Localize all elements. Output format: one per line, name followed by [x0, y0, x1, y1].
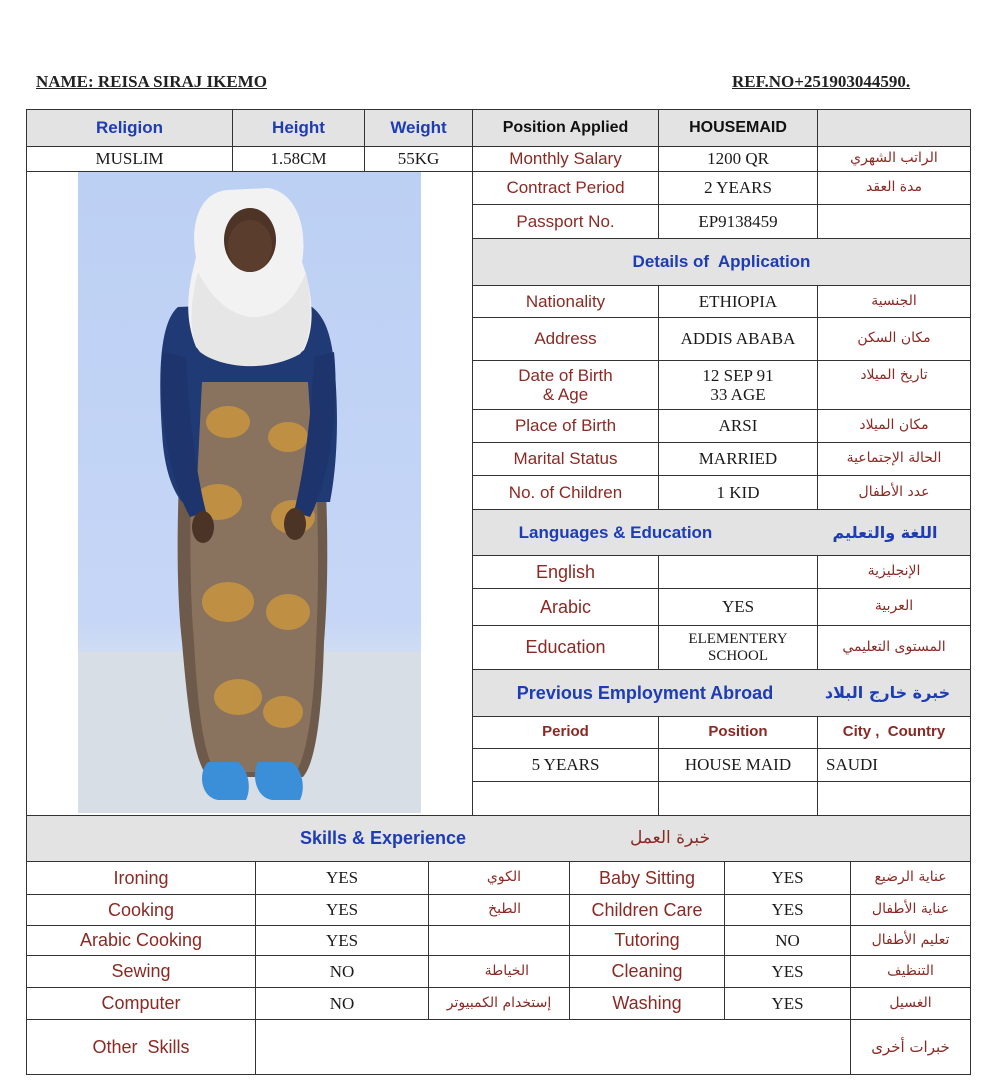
skill-babysitting-value: YES — [771, 868, 804, 888]
children-arabic: عدد الأطفال — [858, 483, 930, 500]
skill-computer-value: NO — [329, 993, 355, 1013]
place-of-birth-value: ARSI — [718, 416, 758, 436]
arabic-value: YES — [721, 597, 755, 617]
applicant-name: NAME: REISA SIRAJ IKEMO — [36, 72, 267, 91]
children-value: 1 KID — [716, 482, 760, 502]
address-label: Address — [534, 329, 597, 349]
skill-tutoring-value: NO — [775, 930, 800, 950]
education-value: ELEMENTERY SCHOOL — [688, 630, 788, 664]
applicant-photo — [78, 172, 421, 813]
nationality-label: Nationality — [525, 291, 606, 311]
skill-cleaning-label: Cleaning — [611, 961, 683, 982]
monthly-salary-label: Monthly Salary — [509, 149, 622, 169]
weight-value: 55KG — [397, 149, 440, 169]
height-value: 1.58CM — [270, 149, 327, 169]
passport-label: Passport No. — [516, 211, 615, 231]
passport-arabic — [818, 205, 970, 238]
details-title: Details of Application — [632, 252, 811, 272]
skill-computer-arabic: إستخدام الكمبيوتر — [446, 994, 552, 1011]
position-applied-header: Position Applied — [502, 119, 629, 137]
education-label: Education — [525, 637, 606, 658]
skill-childrencare-arabic: عناية الأطفال — [871, 901, 950, 918]
place-of-birth-label: Place of Birth — [514, 416, 617, 436]
nationality-arabic: الجنسية — [871, 292, 917, 309]
contract-period-label: Contract Period — [506, 178, 625, 198]
skill-tutoring-arabic: تعليم الأطفال — [871, 931, 950, 948]
children-label: No. of Children — [508, 482, 623, 502]
contract-period-arabic: مدة العقد — [866, 179, 922, 196]
city-country-header: City , Country — [842, 723, 946, 741]
address-arabic: مكان السكن — [857, 330, 931, 347]
skill-washing-value: YES — [771, 993, 804, 1013]
skills-title: Skills & Experience — [299, 828, 467, 849]
dob-age-value: 12 SEP 91 33 AGE — [702, 365, 774, 404]
prev-country-value: SAUDI — [826, 755, 878, 775]
english-arabic: الإنجليزية — [867, 563, 921, 580]
religion-value: MUSLIM — [95, 149, 164, 169]
monthly-salary-arabic: الراتب الشهري — [850, 150, 938, 167]
skill-sewing-label: Sewing — [111, 961, 171, 982]
languages-title: Languages & Education — [518, 522, 713, 542]
height-header: Height — [272, 118, 325, 138]
skill-tutoring-label: Tutoring — [614, 930, 680, 951]
arabic-arabic: العربية — [874, 598, 914, 615]
place-of-birth-arabic: مكان الميلاد — [859, 417, 929, 434]
skill-arabic-cooking-value: YES — [325, 930, 359, 950]
skill-washing-label: Washing — [612, 993, 682, 1014]
previous-employment-title-arabic: خبرة خارج البلاد — [824, 683, 951, 703]
skills-title-arabic: خبرة العمل — [629, 827, 711, 848]
previous-employment-title: Previous Employment Abroad — [516, 682, 774, 703]
skill-cooking-label: Cooking — [107, 899, 175, 920]
dob-age-label: Date of Birth & Age — [518, 365, 613, 404]
other-skills-label: Other Skills — [92, 1036, 190, 1057]
skill-ironing-arabic: الكوي — [486, 869, 521, 886]
dob-arabic: تاريخ الميلاد — [860, 367, 928, 384]
nationality-value: ETHIOPIA — [698, 291, 778, 311]
skill-sewing-arabic: الخياطة — [484, 962, 529, 979]
position-header: Position — [708, 723, 768, 741]
skill-cleaning-arabic: التنظيف — [887, 962, 934, 979]
skill-cooking-arabic: الطبخ — [488, 901, 521, 918]
person-figure-icon — [78, 172, 421, 813]
marital-status-label: Marital Status — [513, 449, 618, 469]
address-value: ADDIS ABABA — [680, 329, 796, 349]
passport-value: EP9138459 — [698, 211, 778, 231]
prev-position-value: HOUSE MAID — [684, 755, 792, 775]
contract-period-value: 2 YEARS — [704, 178, 772, 198]
skill-childrencare-value: YES — [771, 900, 804, 920]
skill-sewing-value: NO — [329, 961, 355, 981]
skill-ironing-label: Ironing — [113, 867, 169, 888]
reference-number: REF.NO+251903044590. — [732, 72, 911, 91]
position-applied-value: HOUSEMAID — [689, 119, 787, 137]
weight-header: Weight — [390, 118, 447, 138]
other-skills-arabic: خبرات أخرى — [871, 1037, 950, 1056]
prev-period-value: 5 YEARS — [531, 755, 600, 775]
skill-babysitting-label: Baby Sitting — [598, 867, 696, 888]
marital-status-arabic: الحالة الإجتماعية — [846, 450, 942, 467]
marital-status-value: MARRIED — [698, 449, 778, 469]
skill-ironing-value: YES — [325, 868, 359, 888]
english-value — [659, 556, 817, 588]
skill-arabic-cooking-arabic — [429, 926, 569, 955]
monthly-salary-value: 1200 QR — [707, 149, 769, 169]
skill-cleaning-value: YES — [771, 961, 804, 981]
skill-computer-label: Computer — [101, 993, 181, 1014]
skill-cooking-value: YES — [325, 900, 359, 920]
skill-arabic-cooking-label: Arabic Cooking — [79, 930, 203, 951]
skill-childrencare-label: Children Care — [591, 899, 703, 920]
skill-babysitting-arabic: عناية الرضيع — [874, 869, 947, 886]
religion-header: Religion — [95, 118, 164, 138]
english-label: English — [535, 561, 596, 582]
skill-washing-arabic: الغسيل — [889, 994, 932, 1011]
arabic-label: Arabic — [539, 596, 592, 617]
education-arabic: المستوى التعليمي — [842, 638, 946, 655]
languages-title-arabic: اللغة والتعليم — [832, 522, 938, 542]
period-header: Period — [542, 723, 589, 741]
